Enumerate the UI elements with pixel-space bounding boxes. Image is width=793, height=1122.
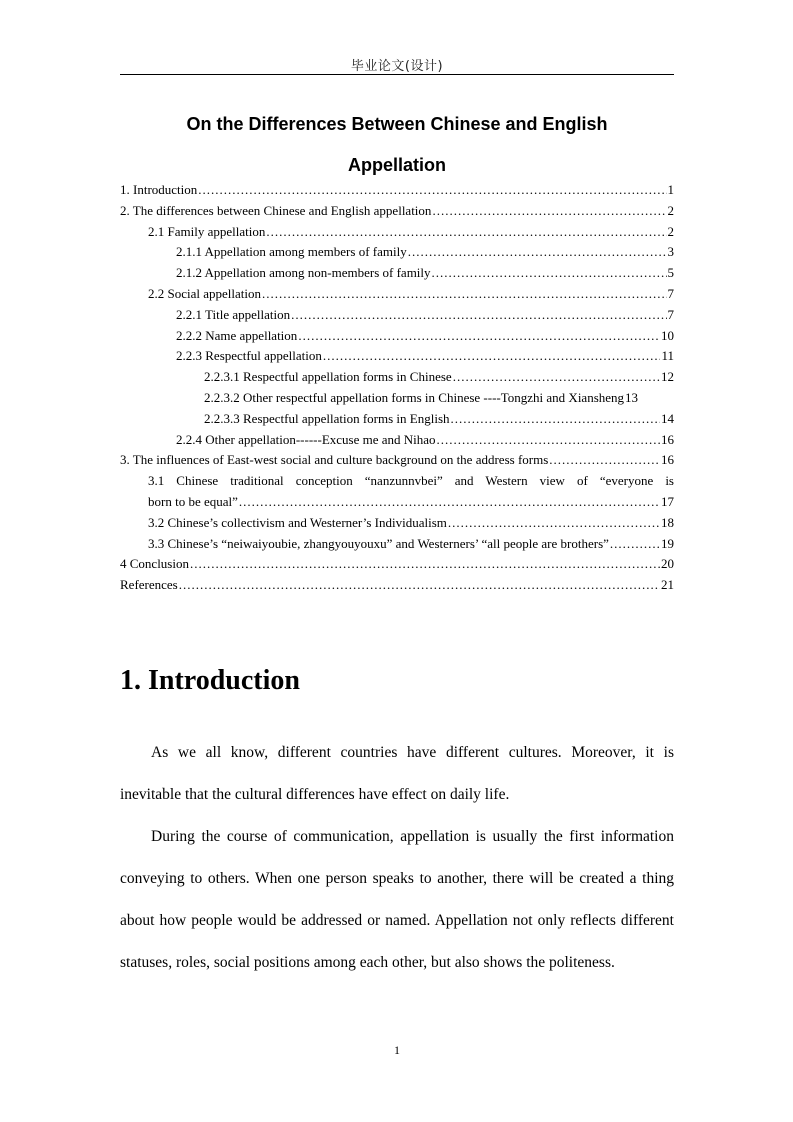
toc-leader: [437, 430, 660, 451]
toc-leader: [453, 367, 660, 388]
toc-entry-page: 10: [661, 327, 674, 343]
section-heading: 1. Introduction: [120, 665, 300, 696]
toc-leader: [298, 326, 660, 347]
toc-entry-label: 3.3 Chinese’s “neiwaiyoubie, zhangyouyouxu” and Westerners’ “all people are brothers”: [148, 535, 609, 551]
toc-entry[interactable]: [120, 450, 674, 471]
toc-leader: [291, 305, 666, 326]
document-title-line-2: Appellation: [348, 155, 446, 175]
toc-leader: [323, 346, 661, 367]
document-title: [120, 104, 674, 186]
toc-entry[interactable]: [120, 534, 674, 555]
toc-leader: [610, 534, 660, 555]
toc-entry-page: 16: [661, 431, 674, 447]
toc-leader: [190, 554, 660, 575]
toc-leader: [266, 222, 666, 243]
toc-entry-page: 12: [661, 369, 674, 385]
toc-leader: [262, 284, 666, 305]
table-of-contents: [120, 180, 674, 596]
toc-entry[interactable]: [120, 201, 674, 222]
toc-entry-page: 7: [667, 285, 674, 301]
toc-entry-page: 3: [667, 244, 674, 260]
toc-entry-label: 2.2.3.3 Respectful appellation forms in English: [204, 410, 450, 426]
toc-entry[interactable]: [120, 471, 674, 492]
document-title-line-1: On the Differences Between Chinese and English: [186, 114, 608, 134]
toc-entry-label: 2.2.3.2 Other respectful appellation forms in Chinese ----Tongzhi and Xiansheng: [204, 389, 625, 405]
toc-entry[interactable]: [120, 242, 674, 263]
toc-entry[interactable]: [120, 346, 674, 367]
body-paragraph: As we all know, different countries have different cultures. Moreover, it is inevitable that the cultural differences have effect on daily life.: [120, 744, 674, 803]
toc-entry[interactable]: [120, 388, 674, 409]
toc-entry-page: 2: [667, 202, 674, 218]
toc-leader: [179, 575, 660, 596]
toc-entry-label: 2.1.2 Appellation among non-members of family: [176, 265, 431, 281]
header-rule: [120, 74, 674, 75]
toc-entry-label: 3. The influences of East-west social and culture background on the address forms: [120, 452, 549, 468]
section-body: [120, 732, 674, 984]
toc-entry-page: 5: [667, 265, 674, 281]
toc-leader: [432, 263, 667, 284]
toc-entry-label: 2.1.1 Appellation among members of family: [176, 244, 407, 260]
toc-entry-page: 20: [661, 556, 674, 572]
toc-entry-label: 2.2.2 Name appellation: [176, 327, 298, 343]
toc-entry-label: 2.2.1 Title appellation: [176, 306, 291, 322]
toc-entry-label: 4 Conclusion: [120, 556, 189, 572]
toc-entry-label: 3.1 Chinese traditional conception “nanzunnvbei” and Western view of “everyone is: [148, 473, 674, 489]
toc-entry[interactable]: [120, 284, 674, 305]
toc-entry-label: 2.1 Family appellation: [148, 223, 266, 239]
toc-entry-label: born to be equal”: [148, 493, 238, 509]
toc-entry[interactable]: [120, 430, 674, 451]
toc-entry[interactable]: [120, 222, 674, 243]
toc-entry[interactable]: [120, 326, 674, 347]
toc-entry-page: 18: [661, 514, 674, 530]
toc-entry-page: 13: [625, 389, 639, 405]
toc-leader: [408, 242, 667, 263]
toc-entry[interactable]: [120, 180, 674, 201]
toc-leader: [448, 513, 660, 534]
toc-entry[interactable]: [120, 513, 674, 534]
toc-entry[interactable]: [120, 263, 674, 284]
toc-entry-page: 16: [661, 452, 674, 468]
toc-entry-page: 7: [667, 306, 674, 322]
toc-entry-page: 19: [661, 535, 674, 551]
toc-entry-page: 2: [667, 223, 674, 239]
toc-leader: [198, 180, 666, 201]
toc-entry[interactable]: [120, 554, 674, 575]
toc-leader: [451, 409, 660, 430]
toc-entry-label: 2.2 Social appellation: [148, 285, 262, 301]
toc-entry[interactable]: [120, 305, 674, 326]
toc-entry-page: 14: [661, 410, 674, 426]
toc-entry-page: 11: [661, 348, 674, 364]
toc-entry-page: 21: [661, 577, 674, 593]
toc-entry-label: 2.2.4 Other appellation------Excuse me and Nihao: [176, 431, 436, 447]
toc-entry-label: 2.2.3.1 Respectful appellation forms in Chinese: [204, 369, 452, 385]
toc-leader: [239, 492, 660, 513]
toc-entry-label: References: [120, 577, 178, 593]
toc-entry[interactable]: [120, 492, 674, 513]
toc-leader: [432, 201, 666, 222]
toc-entry-label: 2. The differences between Chinese and English appellation: [120, 202, 432, 218]
toc-entry[interactable]: [120, 575, 674, 596]
toc-entry-label: 1. Introduction: [120, 182, 198, 197]
toc-leader: [549, 450, 660, 471]
toc-entry-page: 17: [661, 493, 674, 509]
toc-entry[interactable]: [120, 409, 674, 430]
body-paragraph: During the course of communication, appellation is usually the first information conveying to others. When one person speaks to another, there will be created a thing about how people would be addressed or named. Appellation not only reflects different statuses, roles, social positions among each other, but also shows the politeness.: [120, 828, 674, 971]
running-header: 毕业论文(设计): [350, 59, 444, 74]
toc-entry-label: 3.2 Chinese’s collectivism and Westerner’s Individualism: [148, 514, 447, 530]
toc-entry-label: 2.2.3 Respectful appellation: [176, 348, 322, 364]
page-number: 1: [394, 1043, 400, 1057]
toc-entry[interactable]: [120, 367, 674, 388]
toc-entry-page: 1: [667, 182, 674, 197]
